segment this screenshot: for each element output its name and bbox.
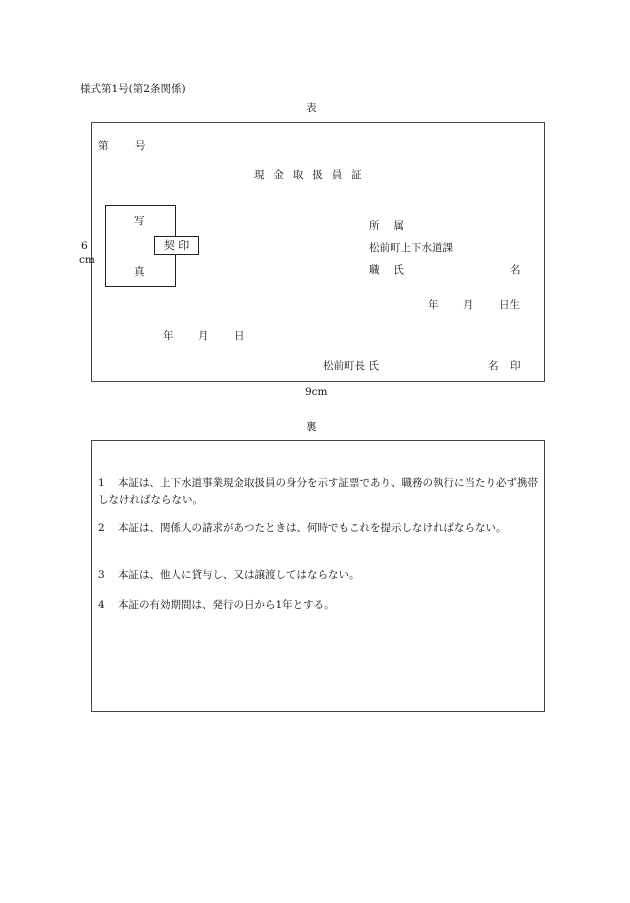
- name-label: 名: [510, 264, 521, 276]
- note-text: 本証は、関係人の請求があつたときは、何時でもこれを提示しなければならない。: [118, 522, 507, 534]
- position-label: 職 氏: [369, 264, 410, 276]
- seal-box: 契 印: [154, 236, 199, 255]
- note-number: 2: [98, 522, 105, 534]
- note-4: [98, 597, 540, 614]
- note-2: [98, 520, 540, 537]
- issuer-name-label: 名: [488, 360, 499, 372]
- birth-year: 年: [428, 299, 439, 311]
- back-label: 裏: [306, 421, 317, 433]
- photo-label-top: 写: [134, 215, 145, 227]
- card-title: 現金取扱員証: [254, 169, 371, 181]
- form-label: 様式第1号(第2条関係): [80, 83, 186, 95]
- issue-year: 年: [163, 330, 174, 342]
- note-number: 4: [98, 599, 105, 611]
- birth-month: 月: [463, 299, 474, 311]
- note-text: 本証は、他人に貸与し、又は譲渡してはならない。: [118, 569, 360, 581]
- issuer: 松前町長 氏: [323, 360, 379, 372]
- front-label: 表: [306, 102, 317, 114]
- card-number-dai: 第: [98, 140, 109, 152]
- note-text: 本証の有効期間は、発行の日から1年とする。: [118, 599, 335, 611]
- affiliation-label: 所 属: [369, 220, 410, 232]
- issue-day: 日: [234, 330, 245, 342]
- issuer-seal-label: 印: [510, 360, 521, 372]
- note-3: [98, 567, 540, 584]
- affiliation-value: 松前町上下水道課: [369, 242, 453, 254]
- note-1: [98, 475, 540, 509]
- photo-label-bottom: 真: [134, 266, 145, 278]
- note-text: 本証は、上下水道事業現金取扱員の身分を示す証票であり、職務の執行に当たり必ず携帯しなければならない。: [98, 477, 538, 506]
- note-number: 3: [98, 569, 105, 581]
- note-number: 1: [98, 477, 105, 489]
- width-dimension: 9cm: [305, 386, 328, 398]
- birth-day: 日生: [499, 299, 520, 311]
- height-dimension-number: 6: [81, 240, 88, 252]
- card-number-go: 号: [135, 140, 146, 152]
- issue-month: 月: [198, 330, 209, 342]
- height-dimension-unit: cm: [79, 254, 95, 266]
